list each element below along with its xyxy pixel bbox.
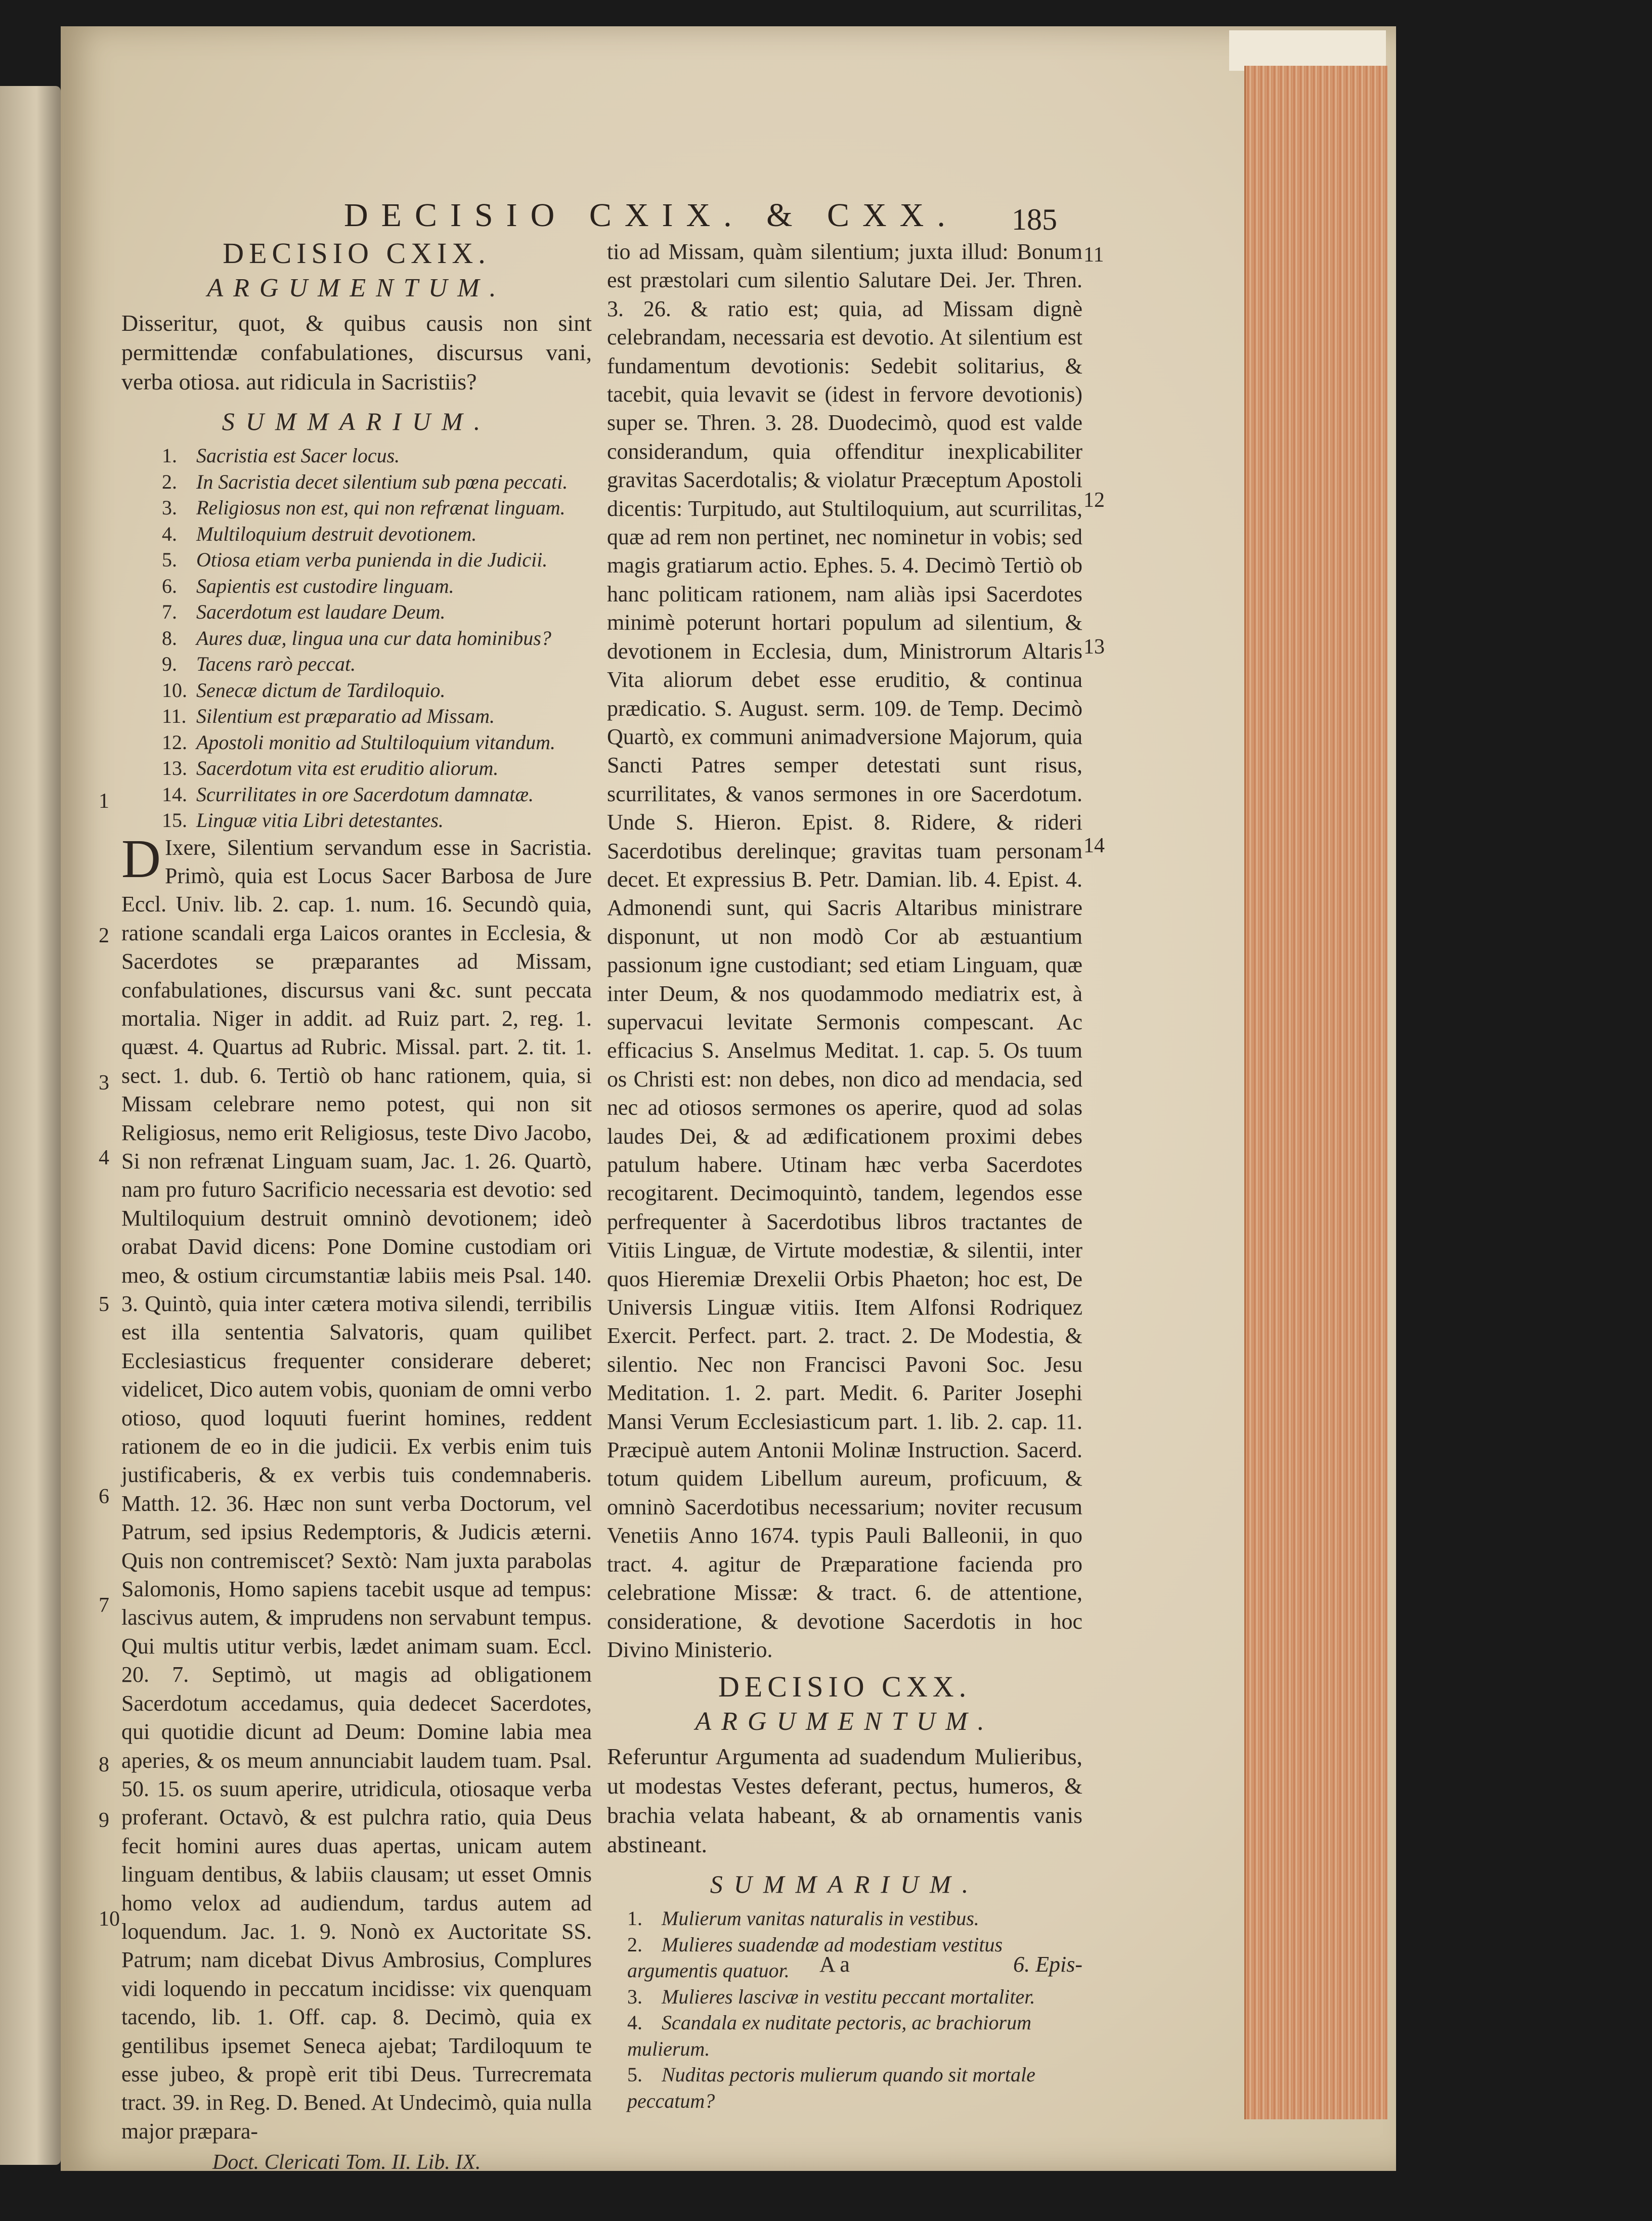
margin-number: 11 (1083, 243, 1104, 267)
argument-text: Disseritur, quot, & quibus causis non sint permittendæ confabulationes, discursus vani, verba otiosa. aut ridicula in Sacristiis? (121, 310, 592, 395)
summary-item: 8. Aures duæ, lingua una cur data hominibus? (162, 626, 551, 649)
summary-item: 4. Multiloquium destruit devotionem. (162, 522, 477, 545)
summary-item: 10. Senecæ dictum de Tardiloquio. (162, 678, 446, 702)
right-column (607, 238, 1082, 2114)
summary-item: 9. Tacens rarò peccat. (162, 652, 356, 675)
summary-item: 12. Apostoli monitio ad Stultiloquium vitandum. (162, 730, 555, 754)
drop-cap: D (121, 829, 161, 889)
summary-item: 13. Sacerdotum vita est eruditio aliorum. (162, 757, 499, 779)
margin-number: 7 (99, 1594, 109, 1617)
page-edge-cap (1229, 30, 1386, 71)
signature-mark: A a (819, 1952, 850, 1977)
decisio-119-title: DECISIO CXIX. (223, 237, 491, 270)
margin-number: 6 (99, 1485, 109, 1508)
summary-item: 11. Silentium est præparatio ad Missam. (162, 705, 495, 727)
summary-item: 2. In Sacristia decet silentium sub pœna peccati. (162, 470, 568, 493)
margin-number: 5 (99, 1293, 109, 1316)
summary-item: 7. Sacerdotum est laudare Deum. (162, 600, 446, 623)
margin-number: 10 (99, 1907, 120, 1931)
summary-list (121, 443, 592, 834)
summarium-title: SUMMARIUM. (222, 407, 492, 436)
summary-item: 15. Linguæ vitia Libri detestantes. (162, 809, 444, 832)
margin-number: 9 (99, 1809, 109, 1832)
left-column (121, 238, 592, 2178)
argumentum-title: ARGUMENTUM. (695, 1707, 994, 1736)
decisio-120-title: DECISIO CXX. (718, 1670, 972, 1704)
margin-number: 2 (99, 924, 109, 947)
running-head: DECISIO CXIX. & CXX. (344, 197, 959, 234)
summary-item: 5. Otiosa etiam verba punienda in die Judicii. (162, 548, 548, 571)
summary-item: 14. Scurrilitates in ore Sacerdotum damnatæ. (162, 782, 534, 806)
margin-number: 3 (99, 1071, 109, 1095)
page-number: 185 (1012, 203, 1057, 236)
summary-item: 1. Mulierum vanitas naturalis in vestibus. (627, 1907, 979, 1930)
summary-item: 3. Mulieres lascivæ in vestitu peccant mortaliter. (627, 1985, 1035, 2008)
margin-number: 13 (1083, 635, 1105, 659)
summarium-title: SUMMARIUM. (710, 1870, 980, 1899)
margin-number: 12 (1083, 489, 1105, 512)
summary-item: 3. Religiosus non est, qui non refrænat linguam. (162, 496, 566, 519)
summary-list (607, 1905, 1082, 2114)
margin-number: 4 (99, 1146, 109, 1169)
page-block-edges (1244, 66, 1387, 2119)
summary-item: 6. Sapientis est custodire linguam. (162, 574, 454, 597)
summary-item: 4. Scandala ex nuditate pectoris, ac brachiorum mulierum. (627, 2011, 1031, 2060)
summary-item: 2. Mulieres suadendæ ad modestiam vestitus argumentis quatuor. (627, 1933, 1003, 1982)
catchword: 6. Epis- (1013, 1952, 1082, 1977)
summary-item: 5. Nuditas pectoris mulierum quando sit mortale peccatum? (627, 2063, 1035, 2112)
summary-item: 1. Sacristia est Sacer locus. (162, 444, 400, 467)
argumentum-title: ARGUMENTUM. (207, 274, 506, 302)
decisio-119-body-continued: tio ad Missam, quàm silentium; juxta illud: Bonum est præstolari cum silentio Salutare Dei. Jer. Thren. 3. 26. & ratio est; quia, ad Missam dignè celebrandam, necessaria est devotio. At silentium est fundamentum devotionis: Sedebit solitarius, & tacebit, quia levavit se (idest in fervore devotionis) super se. Thren. 3. 28. Duodecimò, quod est valde considerandum, quia offenditur inexplicabiliter gravitas Sacerdotalis; & violatur Præceptum Apostoli dicentis: Turpitudo, aut Stultiloquium, aut scurrilitas, quæ ad rem non pertinet, nec nominetur in vobis; sed magis gratiarum actio. Ephes. 5. 4. Decimò Tertiò ob hanc politicam rationem, nam aliàs ipsi Sacerdotes minimè poterunt hortari populum ad silentium, & devotionem in Ecclesia, dum, Ministrorum Altaris Vita aliorum debet esse eruditio, & continua prædicatio. S. August. serm. 109. de Temp. Decimò Quartò, ex communi animadversione Majorum, quia Sancti Patres semper detestati sunt risus, scurrilitates, & vanos sermones in ore Sacerdotum. Unde S. Hieron. Epist. 8. Ridere, & rideri Sacerdotibus derelinque; gravitas tuam personam decet. Et expressius B. Petr. Damian. lib. 4. Epist. 4. Admonendi sunt, qui Sacris Altaribus ministrare disponunt, ut non modò Cor ab æstuantium passionum igne custodiant; sed etiam Linguam, quæ inter Deum, & nos quodammodo mediatrix est, à supervacui levitate Sermonis compescant. Ac efficacius S. Anselmus Meditat. 1. cap. 5. Os tuum os Christi est: non debes, non dico ad mendacia, sed nec ad otiosos sermones os aperire, quod ad solas laudes Dei, & ad ædificationem proximi debes patulum habere. Utinam hæc verba Sacerdotes recogitarent. Decimoquintò, tandem, legendos esse perfrequenter à Sacerdotibus libros tractantes de Vitiis Linguæ, de Virtute modestiæ, & silentii, inter quos Hieremiæ Drexelii Orbis Phaeton; hoc est, De Universis Linguæ vitiis. Item Alfonsi Rodriquez Exercit. Perfect. part. 2. tract. 2. De Modestia, & silentio. Nec non Francisci Pavoni Soc. Jesu Meditation. 1. 2. part. Medit. 6. Pariter Josephi Mansi Verum Ecclesiasticum part. 1. lib. 2. cap. 11. Præcipuè autem Antonii Molinæ Instruction. Sacerd. totum quidem Libellum aureum, proficuum, & omninò Sacerdotibus necessarium; noviter recusum Venetiis Anno 1674. typis Pauli Balleonii, in quo tract. 4. agitur de Præparatione facienda pro celebratione Missæ: & tract. 6. de attentione, consideratione, & devotione Sacerdotis in hoc Divino Ministerio. (607, 239, 1082, 1662)
catchline: Doct. Clericati Tom. II. Lib. IX. (212, 2151, 481, 2174)
decisio-119-body: D Ixere, Silentium servandum esse in Sacristia. Primò, quia est Locus Sacer Barbosa de Jure Eccl. Univ. lib. 2. cap. 1. num. 16. Secundò quia, ratione scandali erga Laicos orantes in Ecclesia, & Sacerdotes se præparantes ad Missam, confabulationes, discursus vani &c. sunt peccata mortalia. Niger in addit. ad Ruiz part. 2, reg. 1. quæst. 4. Quartus ad Rubric. Missal. part. 2. tit. 1. sect. 1. dub. 6. Tertiò ob hanc rationem, quia, si Missam celebrare nemo potest, qui non sit Religiosus, nemo erit Religiosus, teste Divo Jacobo, Si non refrænat Linguam suam, Jac. 1. 26. Quartò, nam pro futuro Sacrificio necessaria est devotio: sed Multiloquium destruit omninò devotionem; ideò orabat David dicens: Pone Domine custodiam ori meo, & ostium circumstantiæ labiis meis Psal. 140. 3. Quintò, quia inter cætera motiva silendi, terribilis est illa sententia Salvatoris, quam quilibet Ecclesiasticus frequenter considerare deberet; videlicet, Dico autem vobis, quoniam de omni verbo otioso, quod loquuti fuerint homines, reddent rationem de eo in die judicii. Ex verbis enim tuis justificaberis, & ex verbis tuis condemnaberis. Matth. 12. 36. Hæc non sunt verba Doctorum, vel Patrum, sed ipsius Redemptoris, & Judicis æterni. Quis non contremiscet? Sextò: Nam juxta parabolas Salomonis, Homo sapiens tacebit usque ad tempus: lascivus autem, & imprudens non servabunt tempus. Qui multis utitur verbis, lædet animam suam. Eccl. 20. 7. Septimò, ut magis ad obligationem Sacerdotum accedamus, quia dedecet Sacerdotes, qui quotidie dicunt ad Deum: Domine labia mea aperies, & os meum annunciabit laudem tuam. Psal. 50. 15. os suum aperire, utridicula, otiosaque verba proferant. Octavò, & est pulchra ratio, quia Deus fecit homini aures duas apertas, unicam autem linguam dentibus, & labiis clausam; ut esset Omnis homo velox ad audiendum, tardus autem ad loquendum. Jac. 1. 9. Nonò ex Auctoritate SS. Patrum; nam dicebat Divus Ambrosius, Complures vidi loquendo in peccatum incidisse: vix quenquam tacendo, lib. 1. Off. cap. 8. Decimò, quia ex gentilibus ipsemet Seneca ajebat; Tardiloquum te esse jubeo, & propè erit tibi Deus. Turrecremata tract. 39. in Reg. D. Bened. At Undecimò, quia nulla major præpara- (121, 829, 592, 2144)
margin-number: 1 (99, 790, 109, 813)
argument-text: Referuntur Argumenta ad suadendum Mulieribus, ut modestas Vestes deferant, pectus, humeros, & brachia velata habeant, & ab ornamentis vanis abstineant. (607, 1744, 1082, 1858)
margin-number: 8 (99, 1753, 109, 1776)
previous-page-edge (0, 86, 61, 2165)
margin-number: 14 (1083, 834, 1105, 857)
